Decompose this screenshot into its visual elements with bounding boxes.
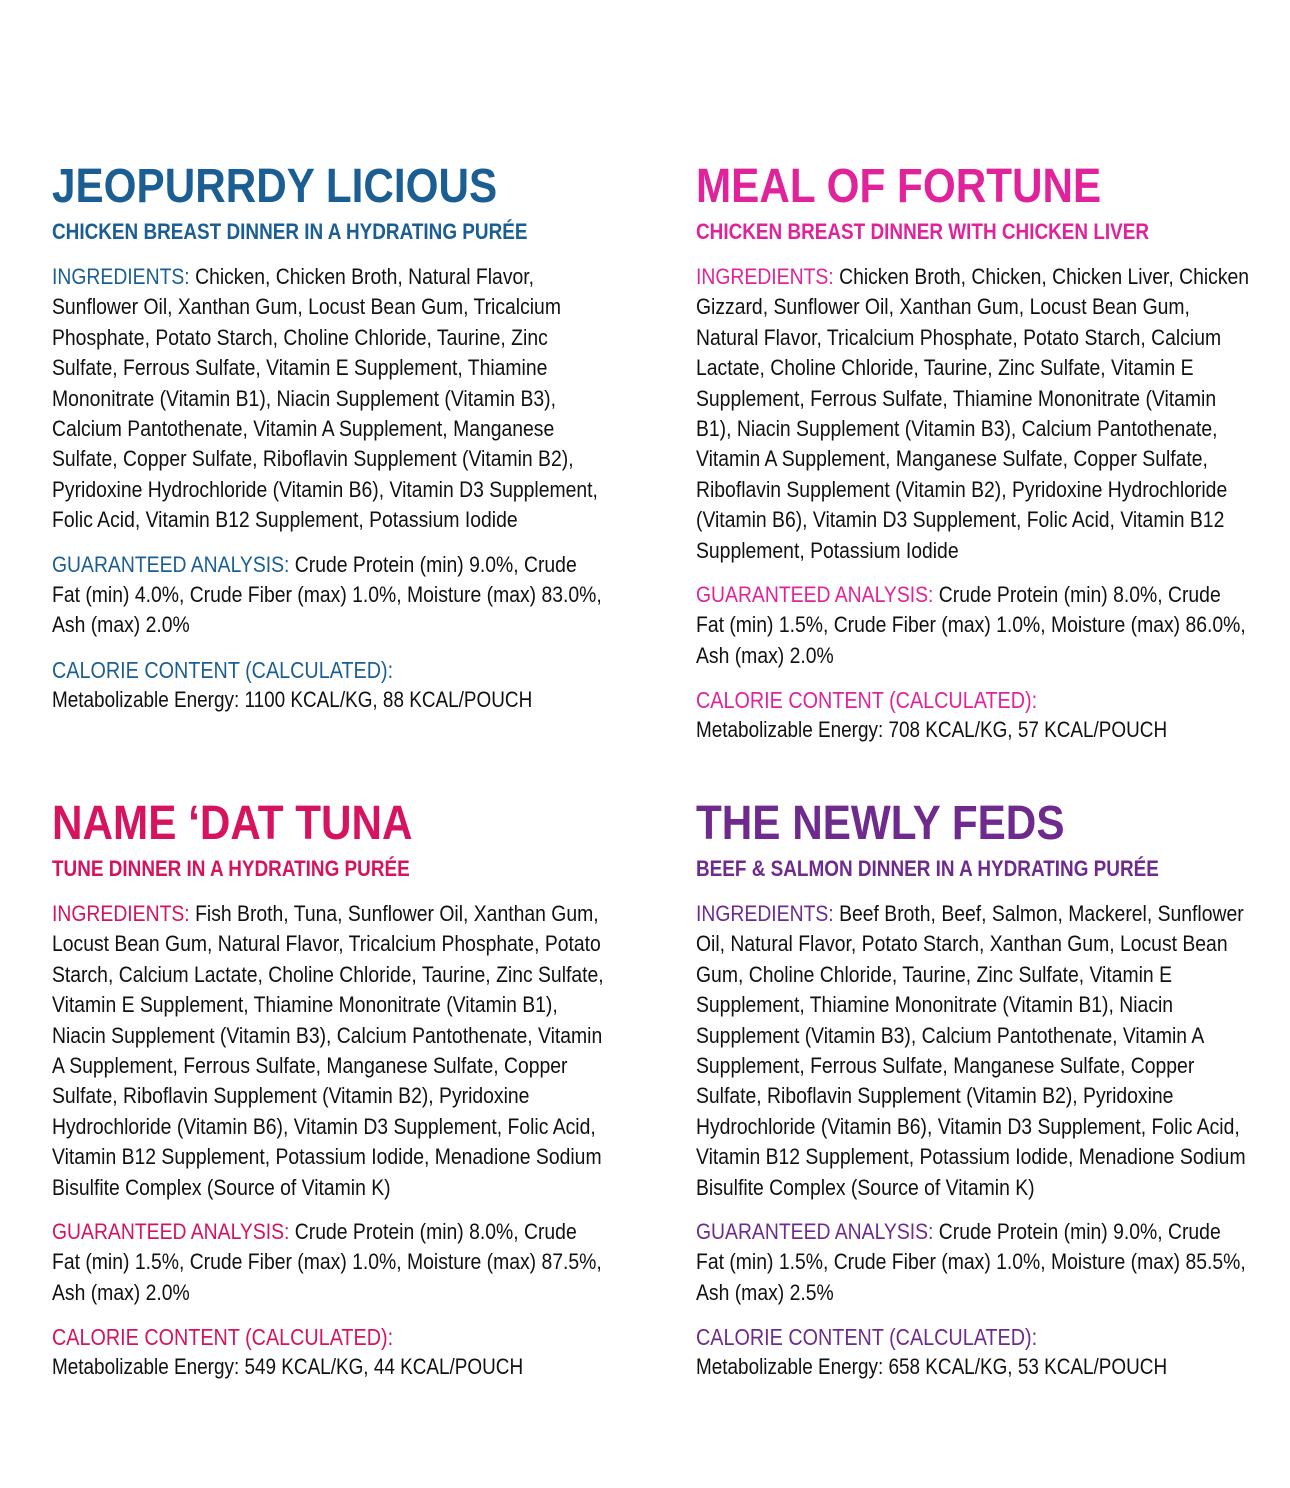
analysis-label: GUARANTEED ANALYSIS: [696,582,934,608]
ingredients-label: INGREDIENTS: [52,901,190,926]
product-subtitle: BEEF & SALMON DINNER IN A HYDRATING PURÉE [696,856,1159,881]
calorie-content-label: CALORIE CONTENT (CALCULATED): [52,1324,394,1351]
analysis-label: GUARANTEED ANALYSIS: [696,1219,934,1245]
guaranteed-analysis-block [52,550,606,641]
product-panel-jeopurrdy-licious [52,158,612,715]
calorie-content-value: Metabolizable Energy: 549 KCAL/KG, 44 KCAL/POUCH [52,1354,524,1380]
calorie-content-value: Metabolizable Energy: 658 KCAL/KG, 53 KCAL/POUCH [696,1354,1168,1380]
ingredients-text: Chicken Broth, Chicken, Chicken Liver, Chicken Gizzard, Sunflower Oil, Xanthan Gum, Locust Bean Gum, Natural Flavor, Tricalcium Phosphate, Potato Starch, Calcium Lactate, Choline Chloride, Taurine, Zinc Sulfate, Vitamin E Supplement, Ferrous Sulfate, Thiamine Mononitrate (Vitamin B1), Niacin Supplement (Vitamin B3), Calcium Pantothenate, Vitamin A Supplement, Manganese Sulfate, Copper Sulfate, Riboflavin Supplement (Vitamin B2), Pyridoxine Hydrochloride (Vitamin B6), Vitamin D3 Supplement, Folic Acid, Vitamin B12 Supplement, Potassium Iodide [696,264,1250,563]
product-panel-meal-of-fortune [696,158,1256,745]
ingredients-block [696,899,1250,1203]
product-subtitle: CHICKEN BREAST DINNER IN A HYDRATING PURÉE [52,219,528,244]
guaranteed-analysis-block [696,1217,1250,1308]
analysis-text: Crude Protein (min) 9.0%, Crude Fat (min) 4.0%, Crude Fiber (max) 1.0%, Moisture (max) 83.0%, Ash (max) 2.0% [52,551,602,638]
analysis-label: GUARANTEED ANALYSIS: [52,1219,290,1245]
calorie-content-label: CALORIE CONTENT (CALCULATED): [52,656,394,683]
calorie-content-value: Metabolizable Energy: 1100 KCAL/KG, 88 KCAL/POUCH [52,686,533,712]
product-subtitle: CHICKEN BREAST DINNER WITH CHICKEN LIVER [696,219,1150,244]
calorie-content-label: CALORIE CONTENT (CALCULATED): [696,687,1038,714]
analysis-label: GUARANTEED ANALYSIS: [52,551,290,577]
product-panel-the-newly-feds [696,795,1256,1382]
ingredients-block [52,262,606,536]
product-title: JEOPURRDY LICIOUS [52,160,498,213]
ingredients-label: INGREDIENTS: [52,264,190,289]
guaranteed-analysis-block [696,580,1250,671]
product-subtitle: TUNE DINNER IN A HYDRATING PURÉE [52,856,410,881]
ingredients-text: Chicken, Chicken Broth, Natural Flavor, Sunflower Oil, Xanthan Gum, Locust Bean Gum, Tricalcium Phosphate, Potato Starch, Choline Chloride, Taurine, Zinc Sulfate, Ferrous Sulfate, Vitamin E Supplement, Thiamine Mononitrate (Vitamin B1), Niacin Supplement (Vitamin B3), Calcium Pantothenate, Vitamin A Supplement, Manganese Sulfate, Copper Sulfate, Riboflavin Supplement (Vitamin B2), Pyridoxine Hydrochloride (Vitamin B6), Vitamin D3 Supplement, Folic Acid, Vitamin B12 Supplement, Potassium Iodide [52,264,598,533]
analysis-text: Crude Protein (min) 9.0%, Crude Fat (min) 1.5%, Crude Fiber (max) 1.0%, Moisture (max) 85.5%, Ash (max) 2.5% [696,1219,1246,1305]
calorie-content-label: CALORIE CONTENT (CALCULATED): [696,1324,1038,1351]
ingredients-label: INGREDIENTS: [696,264,834,289]
ingredients-text: Beef Broth, Beef, Salmon, Mackerel, Sunflower Oil, Natural Flavor, Potato Starch, Xanthan Gum, Locust Bean Gum, Choline Chloride, Taurine, Zinc Sulfate, Vitamin E Supplement, Thiamine Mononitrate (Vitamin B1), Niacin Supplement (Vitamin B3), Calcium Pantothenate, Vitamin A Supplement, Ferrous Sulfate, Manganese Sulfate, Copper Sulfate, Riboflavin Supplement (Vitamin B2), Pyridoxine Hydrochloride (Vitamin B6), Vitamin D3 Supplement, Folic Acid, Vitamin B12 Supplement, Potassium Iodide, Menadione Sodium Bisulfite Complex (Source of Vitamin K) [696,901,1246,1200]
ingredients-block [52,899,606,1203]
ingredients-label: INGREDIENTS: [696,901,834,926]
product-title: MEAL OF FORTUNE [696,160,1102,213]
guaranteed-analysis-block [52,1217,606,1308]
product-title: NAME ‘DAT TUNA [52,797,413,850]
product-panel-name-dat-tuna [52,795,612,1382]
calorie-content-value: Metabolizable Energy: 708 KCAL/KG, 57 KCAL/POUCH [696,717,1168,743]
product-title: THE NEWLY FEDS [696,797,1065,850]
analysis-text: Crude Protein (min) 8.0%, Crude Fat (min) 1.5%, Crude Fiber (max) 1.0%, Moisture (max) 87.5%, Ash (max) 2.0% [52,1219,602,1305]
ingredients-block [696,262,1250,566]
analysis-text: Crude Protein (min) 8.0%, Crude Fat (min) 1.5%, Crude Fiber (max) 1.0%, Moisture (max) 86.0%, Ash (max) 2.0% [696,582,1246,668]
ingredients-text: Fish Broth, Tuna, Sunflower Oil, Xanthan Gum, Locust Bean Gum, Natural Flavor, Tricalcium Phosphate, Potato Starch, Calcium Lactate, Choline Chloride, Taurine, Zinc Sulfate, Vitamin E Supplement, Thiamine Mononitrate (Vitamin B1), Niacin Supplement (Vitamin B3), Calcium Pantothenate, Vitamin A Supplement, Ferrous Sulfate, Manganese Sulfate, Copper Sulfate, Riboflavin Supplement (Vitamin B2), Pyridoxine Hydrochloride (Vitamin B6), Vitamin D3 Supplement, Folic Acid, Vitamin B12 Supplement, Potassium Iodide, Menadione Sodium Bisulfite Complex (Source of Vitamin K) [52,901,604,1200]
